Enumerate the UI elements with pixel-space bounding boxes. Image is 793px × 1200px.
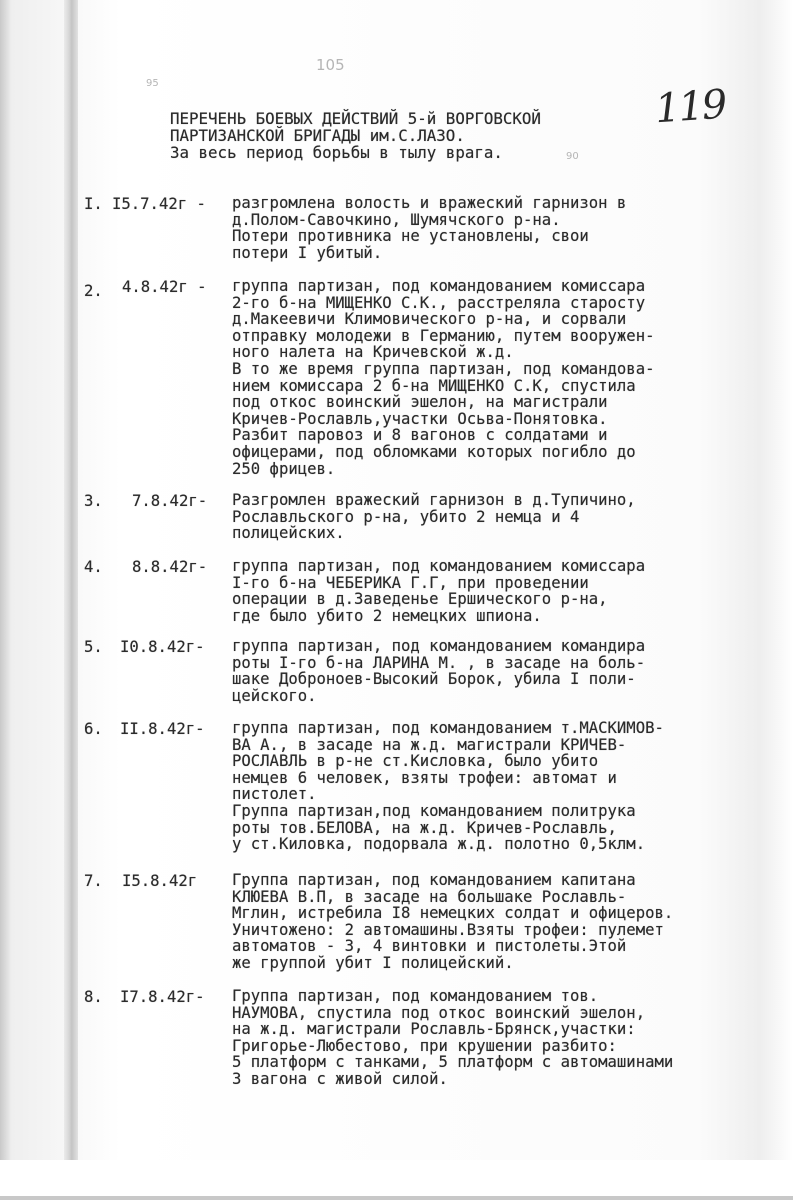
entry-line: РОСЛАВЛЬ в р-не ст.Кисловка, было убито xyxy=(232,752,599,771)
entry-line: Григорье-Любестово, при крушении разбито: xyxy=(232,1036,617,1055)
entry-line: Мглин, истребила I8 немецких солдат и офицеров. xyxy=(232,904,674,923)
entry-date: I5.8.42г xyxy=(122,872,198,890)
entry-text xyxy=(232,720,752,853)
entry-line: потери I убитый. xyxy=(232,243,383,262)
page-left-edge xyxy=(0,0,10,1200)
entry-text xyxy=(232,492,752,542)
entry-number: 3. xyxy=(84,492,103,510)
entry-text xyxy=(232,988,752,1088)
next-page-edge xyxy=(0,1196,793,1200)
entry-line: 2-го б-на МИЩЕНКО С.К., расстреляла старосту xyxy=(232,293,646,312)
entry-line: Рославльского р-на, убито 2 немца и 4 xyxy=(232,507,580,526)
entry-number: 7. xyxy=(84,872,103,890)
entry-number: 6. xyxy=(84,720,103,738)
entry-text xyxy=(232,195,752,261)
pencil-page-number: 105 xyxy=(316,56,345,74)
entry-line: д.Макеевичи Климовического р-на, и сорвали xyxy=(232,310,627,329)
entry-line: операции в д.Заведенье Ершичеcкого р-на, xyxy=(232,590,608,609)
entry-line: д.Полом-Савочкино, Шумячского р-на. xyxy=(232,210,561,229)
entry-line: офицерами, под обломками которых погибло до xyxy=(232,442,636,461)
entry-line: Потери противника не установлены, свои xyxy=(232,227,589,246)
entry-date: 8.8.42г- xyxy=(132,558,208,576)
archive-sheet-number: 119 xyxy=(653,81,727,133)
heading-line: ПАРТИЗАНСКОЙ БРИГАДЫ им.С.ЛАЗО. xyxy=(170,126,465,145)
bottom-margin xyxy=(0,1160,793,1200)
entry-date: II.8.42г- xyxy=(120,720,205,738)
entry-line: под откос воинский эшелон, на магистрали xyxy=(232,393,608,412)
heading-line: За весь период борьбы в тылу врага. xyxy=(170,143,503,162)
entry-date: 7.8.42г- xyxy=(132,492,208,510)
entry-number: 8. xyxy=(84,988,103,1006)
entry-line: у ст.Киловка, подорвала ж.д. полотно 0,5клм. xyxy=(232,835,646,854)
entry-number: 4. xyxy=(84,558,103,576)
entry-line: роты I-го б-на ЛАРИНА М. , в засаде на боль- xyxy=(232,653,646,672)
entry-line: Разбит паровоз и 8 вагонов с солдатами и xyxy=(232,426,608,445)
heading-line: ПЕРЕЧЕНЬ БОЕВЫХ ДЕЙСТВИЙ 5-й ВОРГОВСКОЙ xyxy=(170,109,541,128)
entry-date: I7.8.42г- xyxy=(120,988,205,1006)
entry-line: полицейских. xyxy=(232,524,345,543)
pencil-mark: 95 xyxy=(146,78,159,89)
entry-line: группа партизан, под командованием комиссара xyxy=(232,277,646,295)
entry-date: I5.7.42г - xyxy=(112,195,206,213)
entry-date: I0.8.42г- xyxy=(120,638,205,656)
entry-line: пистолет. xyxy=(232,785,317,804)
entry-line: немцев 6 человек, взяты трофеи: автомат и xyxy=(232,768,617,787)
entry-line: 3 вагона с живой силой. xyxy=(232,1069,448,1088)
entry-number: I. xyxy=(84,195,103,213)
entry-line: 250 фрицев. xyxy=(232,459,336,478)
entry-line: В то же время группа партизан, под командова- xyxy=(232,359,655,378)
entry-line: 5 платформ с танками, 5 платформ с автомашинами xyxy=(232,1053,674,1072)
entry-line: ного налета на Кричевской ж.д. xyxy=(232,343,514,362)
entry-line: КЛЮЕВА В.П, в засаде на большаке Рославль- xyxy=(232,887,627,906)
entry-line: отправку молодежи в Германию, путем вооружен- xyxy=(232,326,655,345)
entry-line: разгромлена волость и вражеский гарнизон в xyxy=(232,194,627,212)
entry-line: Уничтожено: 2 автомашины.Взяты трофеи: пулемет xyxy=(232,920,664,939)
entry-line: НАУМОВА, спустила под откос воинский эшелон, xyxy=(232,1003,646,1022)
entry-line: Кричев-Рославль,участки Осьва-Понятовка. xyxy=(232,409,608,428)
entry-line: Группа партизан, под командованием тов. xyxy=(232,987,599,1005)
entry-line: Группа партизан,под командованием политрука xyxy=(232,801,636,820)
entry-text xyxy=(232,278,752,477)
entry-number: 2. xyxy=(84,282,103,300)
entry-number: 5. xyxy=(84,638,103,656)
entry-line: же группой убит I полицейский. xyxy=(232,953,514,972)
entry-line: ВА А., в засаде на ж.д. магистрали КРИЧЕВ- xyxy=(232,735,627,754)
entry-line: цейского. xyxy=(232,686,317,705)
entry-line: группа партизан, под командованием командира xyxy=(232,637,646,655)
document-heading xyxy=(170,110,541,161)
entry-line: роты тов.БЕЛОВА, на ж.д. Кричев-Рославль, xyxy=(232,818,617,837)
entry-line: шаке Доброноев-Высокий Борок, убила I поли- xyxy=(232,670,636,689)
entry-date: 4.8.42г - xyxy=(122,278,207,296)
entry-line: группа партизан, под командованием т.МАСКИМОВ- xyxy=(232,719,664,737)
binding-shadow xyxy=(64,0,78,1160)
entry-line: Группа партизан, под командованием капитана xyxy=(232,871,636,889)
entry-line: группа партизан, под командованием комиссара xyxy=(232,557,646,575)
entry-line: нием комиссара 2 б-на МИЩЕНКО С.К, спустила xyxy=(232,376,636,395)
entry-line: на ж.д. магистрали Рославль-Брянск,участки: xyxy=(232,1020,636,1039)
entry-text xyxy=(232,872,752,972)
entry-line: I-го б-на ЧЕБЕРИКА Г.Г, при проведении xyxy=(232,573,589,592)
entry-line: где было убито 2 немецких шпиона. xyxy=(232,606,542,625)
pencil-mark-2: 90 xyxy=(566,151,579,162)
entry-text xyxy=(232,558,752,624)
entry-text xyxy=(232,638,752,704)
entry-line: Разгромлен вражеский гарнизон в д.Тупичино, xyxy=(232,491,636,509)
entry-line: автоматов - 3, 4 винтовки и пистолеты.Этой xyxy=(232,937,627,956)
